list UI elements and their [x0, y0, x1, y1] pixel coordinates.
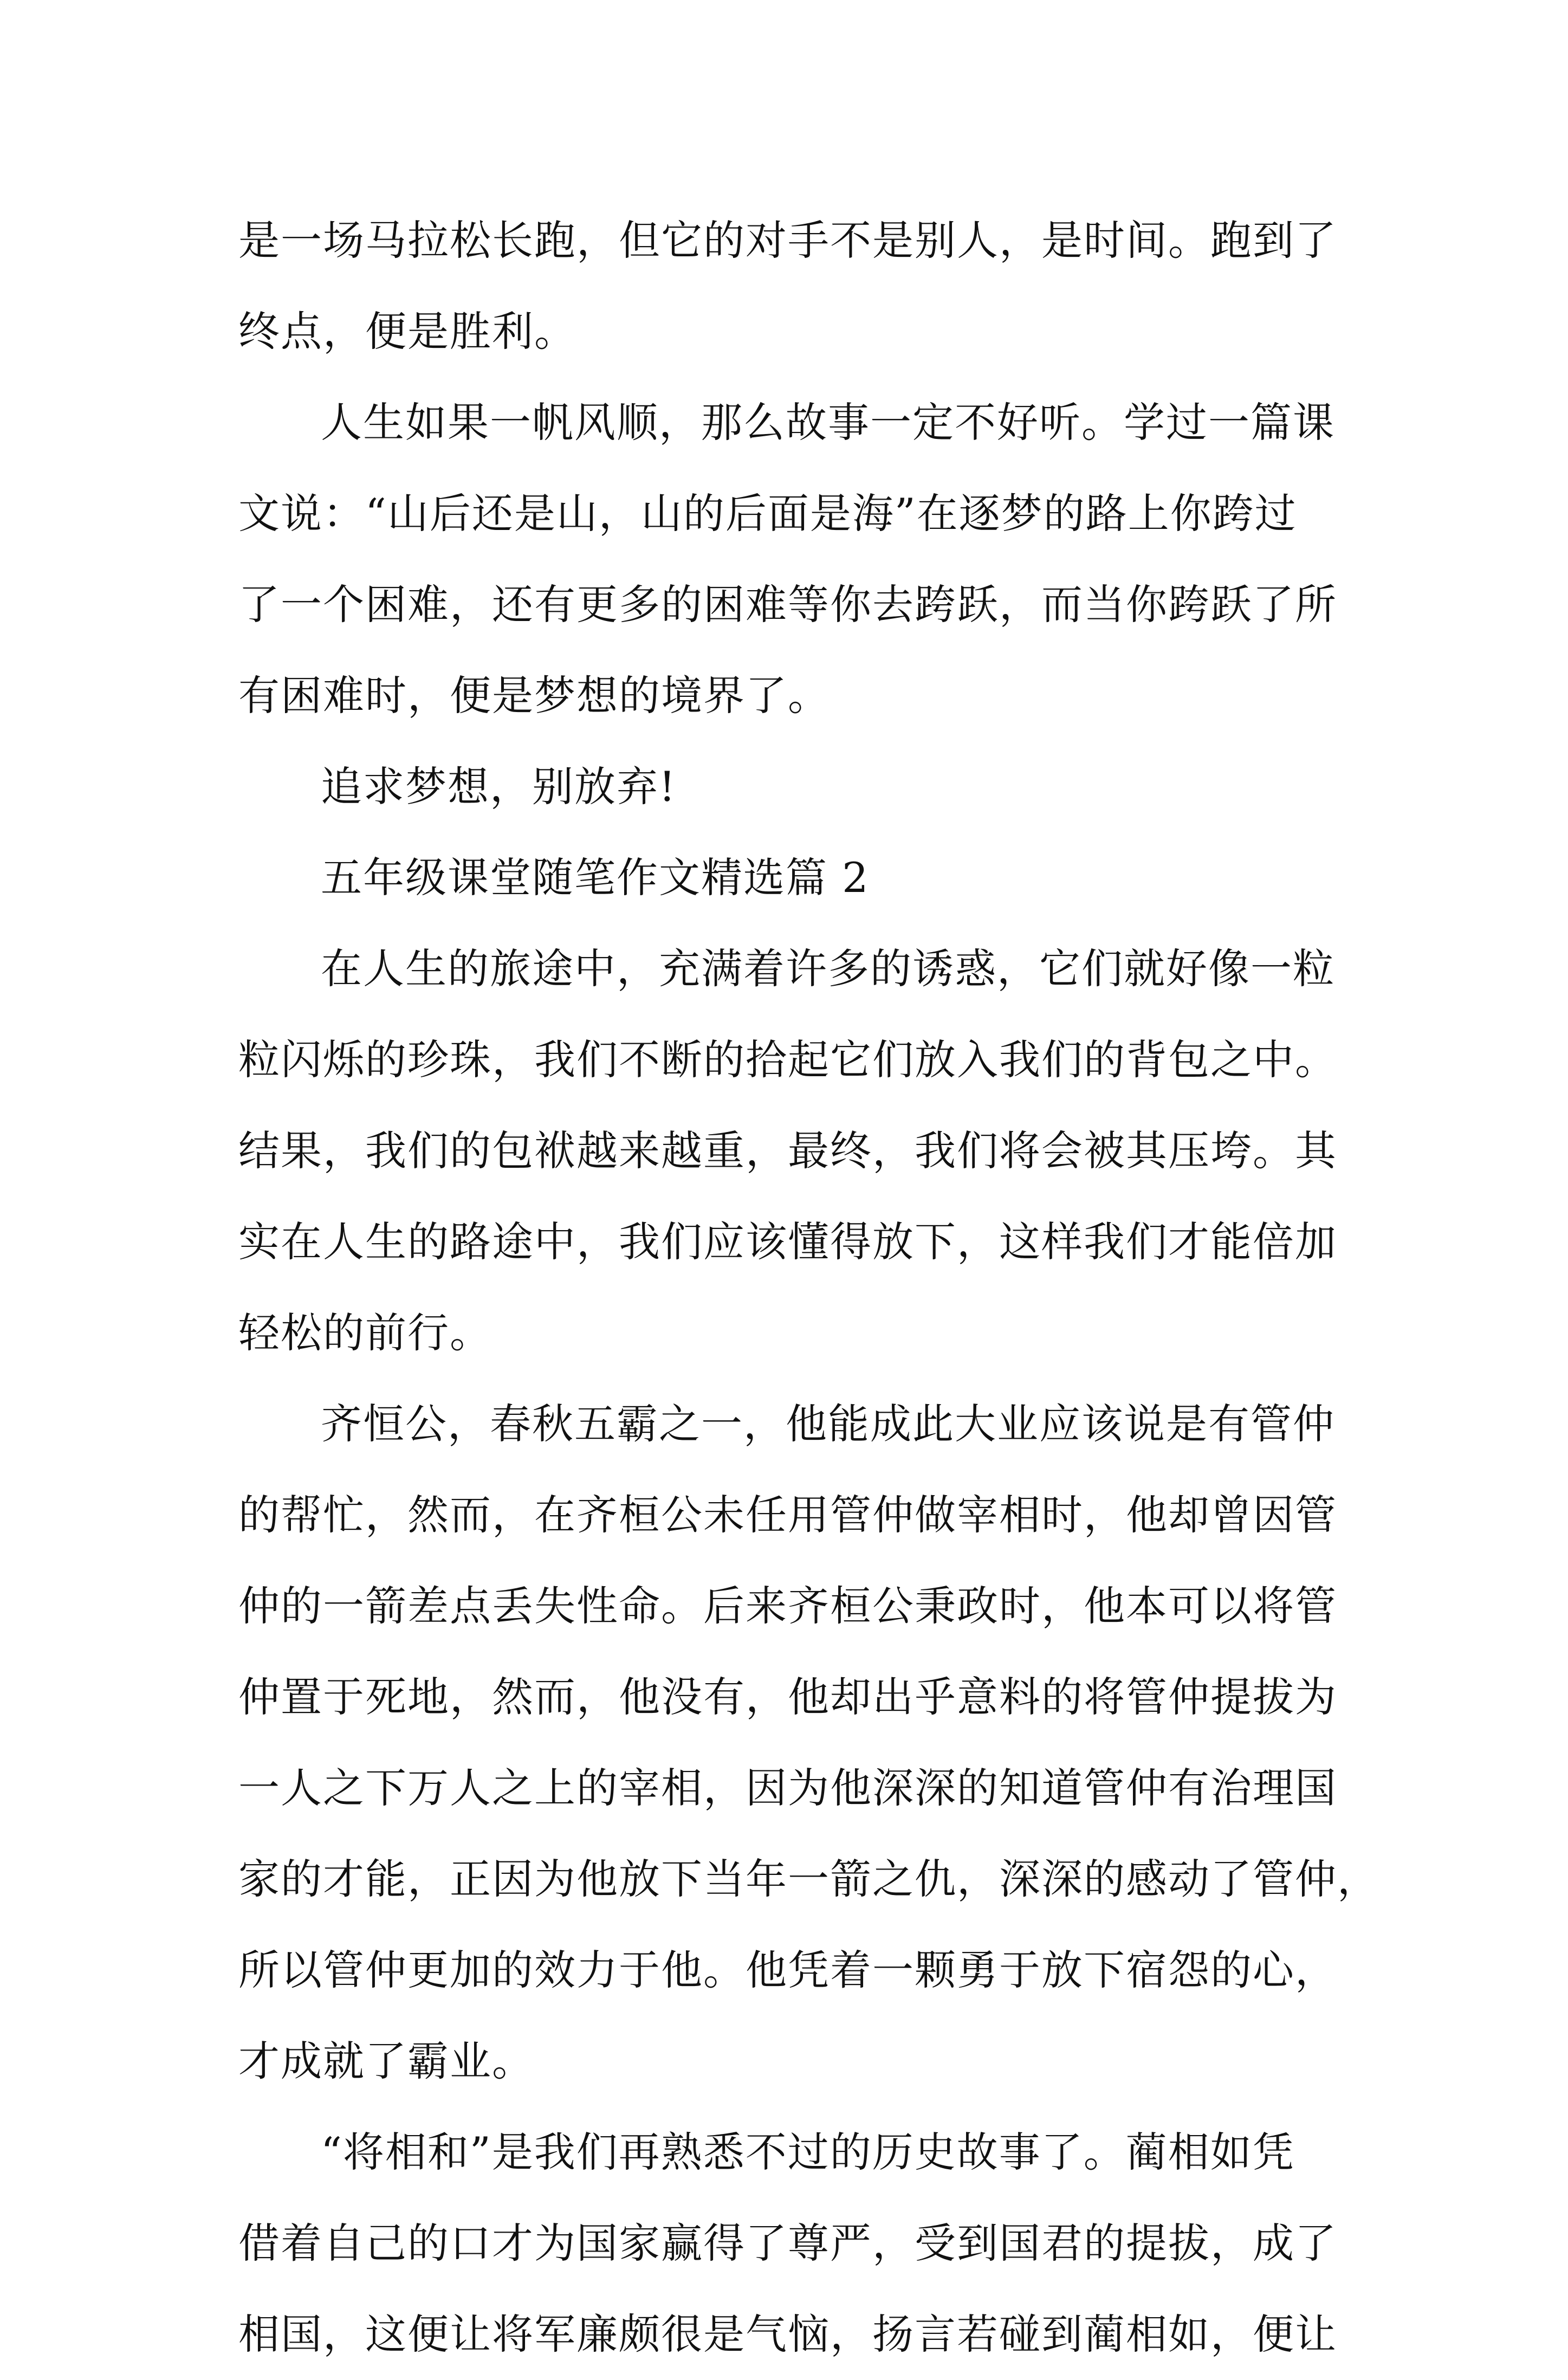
document-body — [238, 195, 1379, 2380]
text-line: 一人之下万人之上的宰相，因为他深深的知道管仲有治理国 — [238, 1764, 1337, 1812]
text-line: 仲置于死地，然而，他没有，他却出乎意料的将管仲提拔为 — [238, 1673, 1337, 1721]
text-line: 的帮忙，然而，在齐桓公未任用管仲做宰相时，他却曾因管 — [238, 1491, 1337, 1539]
text-line: 是一场马拉松长跑，但它的对手不是别人，是时间。跑到了 — [238, 216, 1337, 264]
text-line: 才成就了霸业。 — [238, 2037, 534, 2085]
text-line: 追求梦想，别放弃! — [321, 762, 677, 811]
text-line: “将相和”是我们再熟悉不过的历史故事了。蔺相如凭 — [321, 2128, 1295, 2176]
text-line: 齐恒公，春秋五霸之一，他能成此大业应该说是有管仲 — [321, 1400, 1335, 1448]
text-line: 仲的一箭差点丢失性命。后来齐桓公秉政时，他本可以将管 — [238, 1582, 1337, 1630]
text-line: 有困难时，便是梦想的境界了。 — [238, 671, 830, 720]
text-line: 结果，我们的包袱越来越重，最终，我们将会被其压垮。其 — [238, 1127, 1337, 1175]
text-line: 所以管仲更加的效力于他。他凭着一颗勇于放下宿怨的心， — [238, 1946, 1337, 1994]
text-line: 在人生的旅途中，充满着许多的诱惑，它们就好像一粒 — [321, 945, 1335, 993]
text-line: 相国，这便让将军廉颇很是气恼，扬言若碰到蔺相如，便让 — [238, 2310, 1337, 2358]
text-line: 家的才能，正因为他放下当年一箭之仇，深深的感动了管仲， — [238, 1855, 1379, 1903]
text-line: 粒闪烁的珍珠，我们不断的拾起它们放入我们的背包之中。 — [238, 1036, 1337, 1084]
text-line: 轻松的前行。 — [238, 1309, 492, 1357]
text-line: 文说：“山后还是山，山的后面是海”在逐梦的路上你跨过 — [238, 489, 1297, 538]
text-line: 实在人生的路途中，我们应该懂得放下，这样我们才能倍加 — [238, 1218, 1337, 1266]
text-line: 了一个困难，还有更多的困难等你去跨跃，而当你跨跃了所 — [238, 580, 1337, 629]
text-line: 借着自己的口才为国家赢得了尊严，受到国君的提拔，成了 — [238, 2219, 1337, 2267]
text-line: 人生如果一帆风顺，那么故事一定不好听。学过一篇课 — [321, 398, 1335, 447]
text-line: 终点，便是胜利。 — [238, 307, 576, 355]
section-heading: 五年级课堂随笔作文精选篇 2 — [321, 853, 870, 902]
